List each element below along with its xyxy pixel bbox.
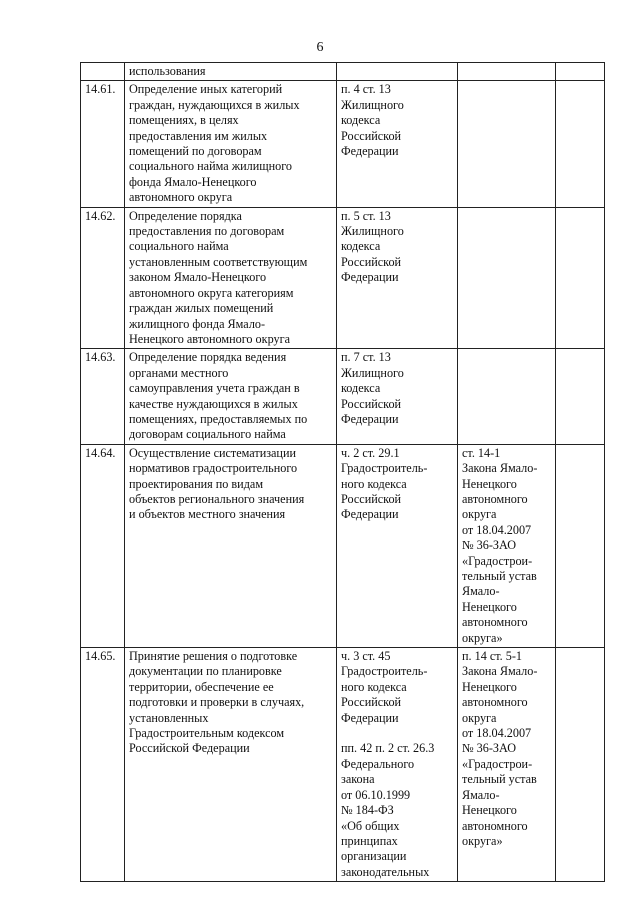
row-number-cell: 14.62. xyxy=(81,207,125,349)
table-row xyxy=(81,349,605,444)
extra-cell xyxy=(556,349,605,444)
extra-cell xyxy=(556,63,605,81)
extra-cell xyxy=(556,207,605,349)
federal-basis-cell: п. 5 ст. 13 Жилищного кодекса Российской Федерации xyxy=(337,207,458,349)
powers-table xyxy=(80,62,605,882)
description-cell: использования xyxy=(125,63,337,81)
regional-basis-cell xyxy=(458,349,556,444)
federal-basis-cell xyxy=(337,63,458,81)
table-row xyxy=(81,444,605,647)
page-number: 6 xyxy=(316,40,324,55)
description-cell: Определение порядка предоставления по договорам социального найма установленным соответствующим законом Ямало-Ненецкого автономного округа категориям граждан жилых помещений жилищного фонда Ямало- Ненецкого автономного округа xyxy=(125,207,337,349)
table-row xyxy=(81,81,605,207)
row-number-cell xyxy=(81,63,125,81)
regional-basis-cell xyxy=(458,81,556,207)
regional-basis-cell xyxy=(458,207,556,349)
federal-basis-cell: ч. 2 ст. 29.1 Градостроитель- ного кодекса Российской Федерации xyxy=(337,444,458,647)
regional-basis-cell: п. 14 ст. 5-1 Закона Ямало- Ненецкого автономного округа от 18.04.2007 № 36-ЗАО «Градострои- тельный устав Ямало- Ненецкого автономного округа» xyxy=(458,648,556,882)
description-cell: Осуществление систематизации нормативов градостроительного проектирования по видам объектов регионального значения и объектов местного значения xyxy=(125,444,337,647)
table-row xyxy=(81,63,605,81)
description-cell: Определение иных категорий граждан, нуждающихся в жилых помещениях, в целях предоставления им жилых помещений по договорам социального найма жилищного фонда Ямало-Ненецкого автономного округа xyxy=(125,81,337,207)
extra-cell xyxy=(556,81,605,207)
extra-cell xyxy=(556,648,605,882)
table-row xyxy=(81,648,605,882)
row-number-cell: 14.63. xyxy=(81,349,125,444)
row-number-cell: 14.64. xyxy=(81,444,125,647)
description-cell: Принятие решения о подготовке документации по планировке территории, обеспечение ее подготовки и проверки в случаях, установленных Градостроительным кодексом Российской Федерации xyxy=(125,648,337,882)
federal-basis-cell: ч. 3 ст. 45 Градостроитель- ного кодекса Российской Федерации пп. 42 п. 2 ст. 26.3 Федерального закона от 06.10.1999 № 184-ФЗ «Об общих принципах организации законодательных xyxy=(337,648,458,882)
federal-basis-cell: п. 4 ст. 13 Жилищного кодекса Российской Федерации xyxy=(337,81,458,207)
federal-basis-cell: п. 7 ст. 13 Жилищного кодекса Российской Федерации xyxy=(337,349,458,444)
table-row xyxy=(81,207,605,349)
description-cell: Определение порядка ведения органами местного самоуправления учета граждан в качестве нуждающихся в жилых помещениях, предоставляемых по договорам социального найма xyxy=(125,349,337,444)
regional-basis-cell xyxy=(458,63,556,81)
regional-basis-cell: ст. 14-1 Закона Ямало- Ненецкого автономного округа от 18.04.2007 № 36-ЗАО «Градострои- тельный устав Ямало- Ненецкого автономного округа» xyxy=(458,444,556,647)
extra-cell xyxy=(556,444,605,647)
row-number-cell: 14.65. xyxy=(81,648,125,882)
row-number-cell: 14.61. xyxy=(81,81,125,207)
